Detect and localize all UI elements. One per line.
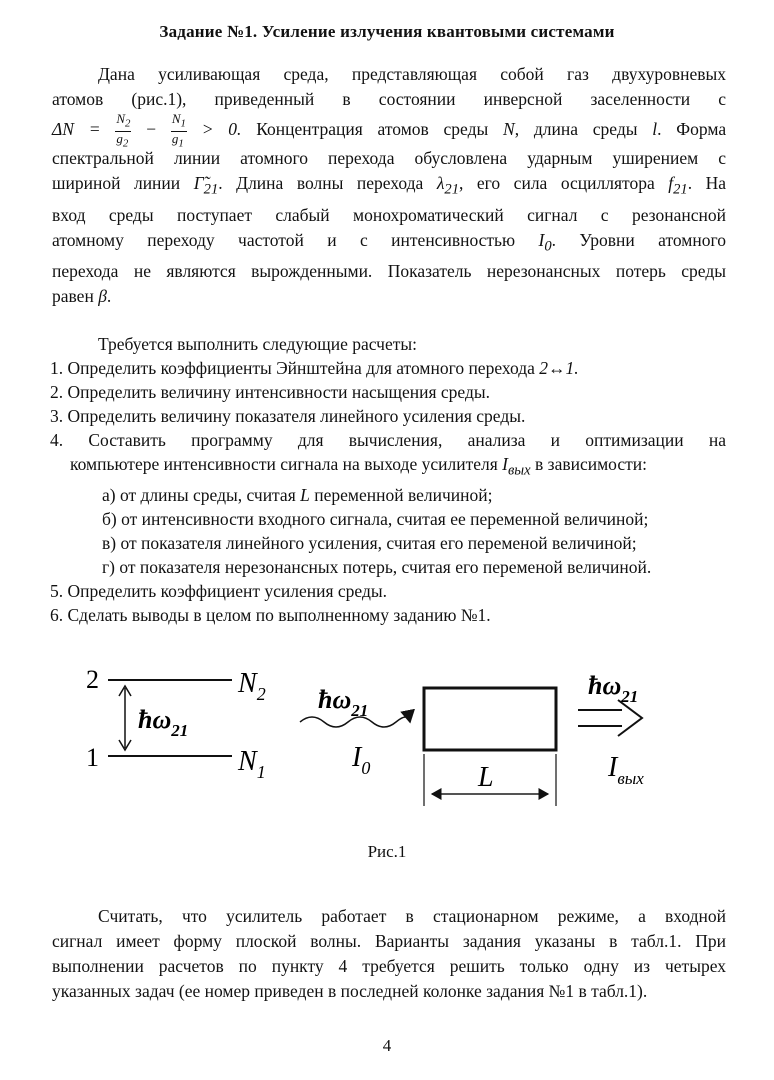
symbol-lambda: $\lambda_{21}$ xyxy=(436,173,459,198)
energy-level-diagram xyxy=(86,665,266,782)
task-item-4: 4. Составить программу для вычисления, анализа и оптимизации на xyxy=(50,430,726,450)
symbol-beta: β xyxy=(98,286,107,306)
output-i-label: $I_{вых}$ xyxy=(608,752,644,788)
page-number: 4 xyxy=(382,1036,392,1055)
closing-line: указанных задач (ее номер приведен в последней колонке задания №1 в табл.1). xyxy=(52,981,648,1001)
required-heading: Требуется выполнить следующие расчеты: xyxy=(98,334,418,354)
level-2-label: 2 xyxy=(86,665,99,694)
greater-than-zero: > 0. xyxy=(201,119,242,140)
closing-paragraph xyxy=(52,904,726,1004)
fraction-n2-g2: $\frac{N_2}{g_2}$ xyxy=(116,111,131,150)
output-signal xyxy=(578,671,644,788)
intro-line: атомов (рис.1), приведенный в состоянии инверсной заселенности с xyxy=(52,89,726,109)
intro-text: . Форма xyxy=(657,119,727,140)
symbol-f: $f_{21}$ xyxy=(668,173,688,198)
subtask-b: б) от интенсивности входного сигнала, считая ее переменной величиной; xyxy=(102,508,649,529)
page-title: Задание №1. Усиление излучения квантовыми системами xyxy=(159,22,615,41)
subtask-v: в) от показателя линейного усиления, считая его переменой величиной; xyxy=(102,532,637,553)
intro-line: шириной линии $\Gammã_{21}$. Длина волны перехода $\lambda_{21}$, его сила осциллятора $f_{21}$. На xyxy=(52,173,727,198)
intro-paragraph xyxy=(52,62,726,309)
symbol-i-out: $I_{вых}$ xyxy=(502,454,531,479)
subtask-g: г) от показателя нерезонансных потерь, считая его переменой величиной. xyxy=(102,556,652,577)
symbol-i0: $I_0$ xyxy=(538,229,552,254)
task-item-3: 3. Определить величину показателя линейного усиления среды. xyxy=(50,406,526,426)
closing-line: сигнал имеет форму плоской волны. Варианты задания указаны в табл.1. При xyxy=(52,931,726,951)
minus-sign: − xyxy=(146,119,157,140)
symbol-l: l xyxy=(652,119,658,140)
input-hw-label: $ħ\omega_{21}$ xyxy=(318,685,369,720)
figure-amplifier-diagram xyxy=(0,640,774,840)
task-item-5: 5. Определить коэффициент усиления среды. xyxy=(50,580,388,601)
task-item-4-cont: компьютере интенсивности сигнала на выходе усилителя $I_{вых}$ в зависимости: xyxy=(70,454,648,479)
closing-line: Считать, что усилитель работает в стационарном режиме, а входной xyxy=(98,906,726,926)
task-item-2: 2. Определить величину интенсивности насыщения среды. xyxy=(50,382,491,402)
amplifier-medium xyxy=(424,688,556,806)
intro-text: Концентрация атомов среды xyxy=(256,119,489,140)
intro-line: равен β. xyxy=(52,286,112,306)
closing-line: выполнении расчетов по пункту 4 требуется решить только одну из четырех xyxy=(52,956,726,976)
level-1-label: 1 xyxy=(86,743,99,772)
intro-text: , длина среды xyxy=(514,119,638,140)
n2-label: $N_2$ xyxy=(238,668,266,704)
delta-n-label: ΔN = xyxy=(52,119,101,140)
task-item-1: 1. Определить коэффициенты Эйнштейна для атомного перехода 2↔1. xyxy=(50,358,579,378)
intro-line-formula xyxy=(52,111,727,150)
fraction-n1-g1: $\frac{N_1}{g_1}$ xyxy=(171,111,186,150)
medium-length-label: L xyxy=(478,762,494,793)
intro-line: Дана усиливающая среда, представляющая собой газ двухуровневых xyxy=(98,64,726,84)
symbol-gamma: $\Gammã_{21}$ xyxy=(193,173,219,198)
intro-line: перехода не являются вырожденными. Показатель нерезонансных потерь среды xyxy=(52,261,726,281)
transition-hw-label: $ħ\omega_{21}$ xyxy=(138,705,189,740)
output-hw-label: $ħ\omega_{21}$ xyxy=(588,671,639,706)
intro-line: спектральной линии атомного перехода обусловлена ударным уширением с xyxy=(52,148,726,168)
n1-label: $N_1$ xyxy=(238,746,266,782)
intro-line: атомному переходу частотой и с интенсивностью $I_0$. Уровни атомного xyxy=(52,229,726,254)
subtask-a: а) от длины среды, считая L переменной величиной; xyxy=(102,484,493,505)
intro-line: вход среды поступает слабый монохроматический сигнал с резонансной xyxy=(52,204,726,225)
input-signal xyxy=(300,685,410,778)
figure-caption: Рис.1 xyxy=(367,842,407,861)
input-i0-label: $I_0$ xyxy=(352,742,371,778)
task-list xyxy=(50,332,726,627)
task-item-6: 6. Сделать выводы в целом по выполненному заданию №1. xyxy=(50,604,491,625)
symbol-n: N xyxy=(503,119,515,140)
